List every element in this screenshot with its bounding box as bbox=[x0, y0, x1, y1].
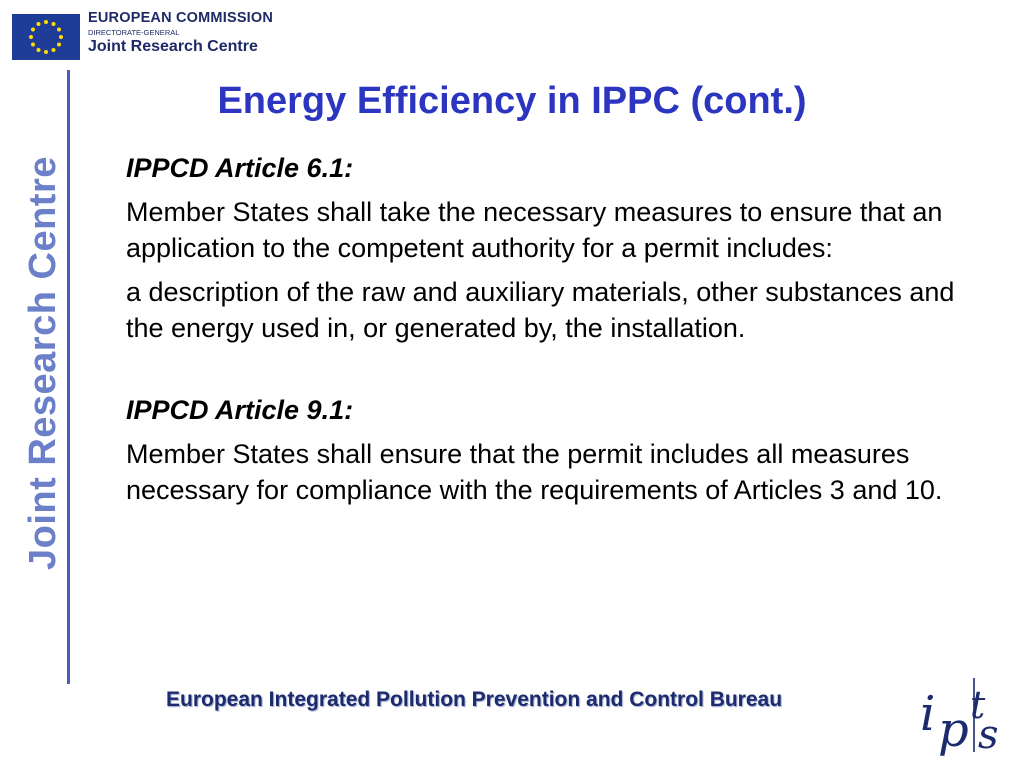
commission-header bbox=[88, 10, 273, 56]
sidebar-divider bbox=[67, 70, 70, 684]
article-heading: IPPCD Article 6.1: bbox=[126, 153, 354, 183]
svg-text:s: s bbox=[978, 712, 999, 758]
svg-text:i: i bbox=[920, 686, 936, 742]
eu-flag-logo bbox=[12, 14, 80, 60]
jrc-label: Joint Research Centre bbox=[88, 38, 258, 55]
slide-body bbox=[126, 150, 976, 508]
article-paragraph: a description of the raw and auxiliary materials, other substances and the energy used in, or generated by, the installation. bbox=[126, 277, 955, 343]
sidebar-vertical-text: Joint Research Centre bbox=[22, 156, 64, 570]
commission-title: EUROPEAN COMMISSION bbox=[88, 10, 274, 26]
slide-title: Energy Efficiency in IPPC (cont.) bbox=[217, 80, 807, 122]
directorate-general-label: DIRECTORATE-GENERAL bbox=[88, 28, 180, 37]
spacer bbox=[126, 346, 976, 392]
article-heading: IPPCD Article 9.1: bbox=[126, 395, 354, 425]
svg-text:t: t bbox=[970, 683, 986, 727]
svg-text:p: p bbox=[938, 702, 969, 758]
article-paragraph: Member States shall ensure that the permit includes all measures necessary for compliance with the requirements of Articles 3 and 10. bbox=[126, 439, 943, 505]
article-paragraph: Member States shall take the necessary measures to ensure that an application to the competent authority for a permit includes: bbox=[126, 197, 943, 263]
ipts-logo bbox=[916, 672, 1008, 758]
bureau-footer: European Integrated Pollution Prevention and Control Bureau bbox=[166, 688, 783, 711]
